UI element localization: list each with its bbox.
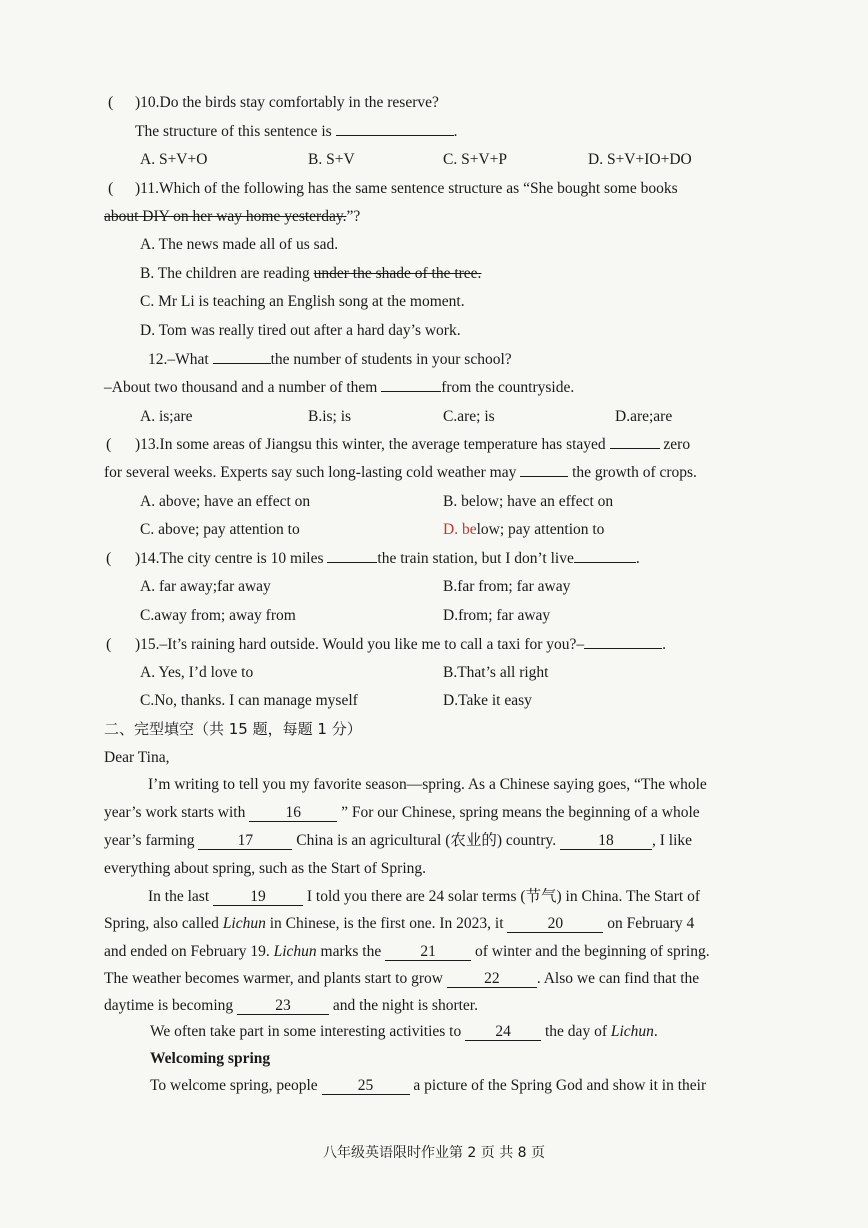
q13-option-d[interactable] [443, 520, 604, 540]
p4-a: To welcome spring, people [150, 1077, 318, 1094]
q11-option-b-text: B. The children are reading [140, 265, 310, 282]
q10-stem: )10.Do the birds stay comfortably in the reserve? [135, 94, 439, 111]
blank-16[interactable]: 16 [249, 805, 337, 822]
q11-struck-text: about DIY on her way home yesterday. [104, 208, 347, 225]
blank-18[interactable]: 18 [560, 833, 652, 850]
q10-answer-paren: ( [108, 94, 114, 111]
subheading-welcoming-spring: Welcoming spring [150, 1050, 271, 1067]
q12-blank-1[interactable] [213, 363, 271, 364]
q10-line2-text: The structure of this sentence is [135, 123, 332, 140]
q12-option-b[interactable]: B.is; is [308, 408, 352, 425]
letter-p2-line2 [104, 914, 694, 934]
q14-option-a[interactable]: A. far away;far away [140, 578, 271, 595]
p2-l5-b: and the night is shorter. [332, 997, 478, 1014]
letter-p2-line1 [148, 887, 700, 907]
letter-p2-line4 [104, 969, 699, 989]
q13-stem-b: zero [663, 436, 691, 453]
q12-option-a[interactable]: A. is;are [140, 408, 193, 425]
letter-p1-line3 [104, 831, 692, 851]
p1-l3-b: China is an agricultural (农业的) country. [296, 832, 557, 849]
p3-end: . [653, 1023, 658, 1040]
blank-23[interactable]: 23 [237, 998, 329, 1015]
q10-blank[interactable] [336, 135, 454, 136]
p3-b: the day of [545, 1023, 607, 1040]
blank-25[interactable]: 25 [322, 1078, 410, 1095]
q14-stem [135, 549, 640, 569]
q12-option-c[interactable]: C.are; is [443, 408, 495, 425]
letter-p1-line2 [104, 803, 700, 823]
q11-stem-end: ”? [346, 208, 361, 225]
q14-answer-paren: ( [106, 550, 112, 567]
q11-option-c[interactable]: C. Mr Li is teaching an English song at the moment. [140, 293, 465, 310]
q14-blank-2[interactable] [574, 562, 636, 563]
q13-stem [135, 435, 690, 455]
letter-p4 [150, 1076, 706, 1096]
q13-answer-paren: ( [106, 436, 112, 453]
p2-l5-a: daytime is becoming [104, 997, 234, 1014]
letter-p1-line4: everything about spring, such as the Start of Spring. [104, 860, 427, 877]
q12-line2-b: from the countryside. [441, 379, 575, 396]
p2-l3-b: marks the [320, 943, 382, 960]
p1-l2-a: year’s work starts with [104, 804, 246, 821]
q14-stem-end: . [635, 550, 640, 567]
q15-blank[interactable] [584, 648, 662, 649]
q13-option-b[interactable]: B. below; have an effect on [443, 493, 614, 510]
q13-option-d-mark: D. be [443, 521, 477, 538]
q13-option-a[interactable]: A. above; have an effect on [140, 493, 311, 510]
lichun-term: Lichun [610, 1023, 654, 1040]
q11-stem-line2 [104, 207, 360, 227]
lichun-term: Lichun [222, 915, 266, 932]
blank-19[interactable]: 19 [213, 889, 303, 906]
q10-line2-end: . [453, 123, 458, 140]
p2-l2-b: in Chinese, is the first one. In 2023, it [269, 915, 504, 932]
q13-stem-a: )13.In some areas of Jiangsu this winter, the average temperature has stayed [135, 436, 606, 453]
blank-21[interactable]: 21 [385, 944, 471, 961]
q10-option-c[interactable]: C. S+V+P [443, 151, 508, 168]
q14-blank-1[interactable] [327, 562, 377, 563]
q13-blank-2[interactable] [520, 476, 568, 477]
p2-l3-c: of winter and the beginning of spring. [474, 943, 710, 960]
q11-option-a[interactable]: A. The news made all of us sad. [140, 236, 339, 253]
q14-option-d[interactable]: D.from; far away [443, 607, 551, 624]
letter-greeting: Dear Tina, [104, 749, 170, 766]
p2-l4-a: The weather becomes warmer, and plants start to grow [104, 970, 443, 987]
q13-option-c[interactable]: C. above; pay attention to [140, 521, 300, 538]
q11-answer-paren: ( [108, 180, 114, 197]
q13-blank-1[interactable] [610, 448, 660, 449]
q11-option-d[interactable]: D. Tom was really tired out after a hard day’s work. [140, 322, 461, 339]
p1-l2-b: ” For our Chinese, spring means the beginning of a whole [341, 804, 700, 821]
p2-l2-c: on February 4 [607, 915, 695, 932]
q12-stem-a: 12.–What [148, 351, 209, 368]
q12-option-d[interactable]: D.are;are [615, 408, 673, 425]
q15-stem-end: . [662, 636, 667, 653]
q15-option-b[interactable]: B.That’s all right [443, 664, 549, 681]
p2-l4-b: . Also we can find that the [536, 970, 700, 987]
q11-option-b-struck: under the shade of the tree. [313, 265, 482, 282]
page-footer: 八年级英语限时作业第 2 页 共 8 页 [322, 1145, 546, 1161]
q12-line2 [104, 378, 574, 398]
blank-24[interactable]: 24 [465, 1024, 541, 1041]
p3-a: We often take part in some interesting activities to [150, 1023, 462, 1040]
p2-l3-a: and ended on February 19. [104, 943, 270, 960]
q15-option-c[interactable]: C.No, thanks. I can manage myself [140, 692, 358, 709]
q13-line2 [104, 463, 697, 483]
q14-stem-b: the train station, but I don’t live [377, 550, 574, 567]
q15-stem-a: )15.–It’s raining hard outside. Would you like me to call a taxi for you?– [135, 636, 585, 653]
q11-stem: )11.Which of the following has the same sentence structure as “She bought some books [135, 180, 678, 197]
q14-option-c[interactable]: C.away from; away from [140, 607, 296, 624]
q15-option-d[interactable]: D.Take it easy [443, 692, 532, 709]
p2-l1-b: I told you there are 24 solar terms (节气) in China. The Start of [306, 888, 701, 905]
q10-option-d[interactable]: D. S+V+IO+DO [588, 151, 692, 168]
q15-answer-paren: ( [106, 636, 112, 653]
q12-line2-a: –About two thousand and a number of them [104, 379, 378, 396]
letter-p2-line3 [104, 942, 710, 962]
q13-option-d-text: low; pay attention to [476, 521, 605, 538]
blank-20[interactable]: 20 [507, 916, 603, 933]
q12-stem [148, 350, 512, 370]
p2-l2-a: Spring, also called [104, 915, 219, 932]
q14-stem-a: )14.The city centre is 10 miles [135, 550, 324, 567]
letter-p1-line1: I’m writing to tell you my favorite season—spring. As a Chinese saying goes, “The whole [148, 776, 707, 793]
q11-option-b[interactable] [140, 264, 481, 284]
q12-blank-2[interactable] [381, 391, 441, 392]
letter-p3 [150, 1022, 658, 1042]
q10-option-b[interactable]: B. S+V [308, 151, 355, 168]
p1-l3-a: year’s farming [104, 832, 195, 849]
p4-b: a picture of the Spring God and show it in their [413, 1077, 707, 1094]
p2-l1-a: In the last [148, 888, 210, 905]
blank-17[interactable]: 17 [198, 833, 292, 850]
q14-option-b[interactable]: B.far from; far away [443, 578, 571, 595]
q15-stem [135, 635, 666, 655]
blank-22[interactable]: 22 [447, 971, 537, 988]
lichun-term: Lichun [273, 943, 317, 960]
section-heading: 二、完型填空（共 15 题，每题 1 分） [104, 720, 362, 738]
q15-option-a[interactable]: A. Yes, I’d love to [140, 664, 254, 681]
p1-l3-c: , I like [652, 832, 693, 849]
letter-p2-line5 [104, 996, 478, 1016]
q10-option-a[interactable]: A. S+V+O [140, 151, 208, 168]
q10-line2 [135, 122, 457, 142]
q13-line2-a: for several weeks. Experts say such long-lasting cold weather may [104, 464, 517, 481]
q12-stem-b: the number of students in your school? [270, 351, 512, 368]
q13-line2-b: the growth of crops. [572, 464, 697, 481]
